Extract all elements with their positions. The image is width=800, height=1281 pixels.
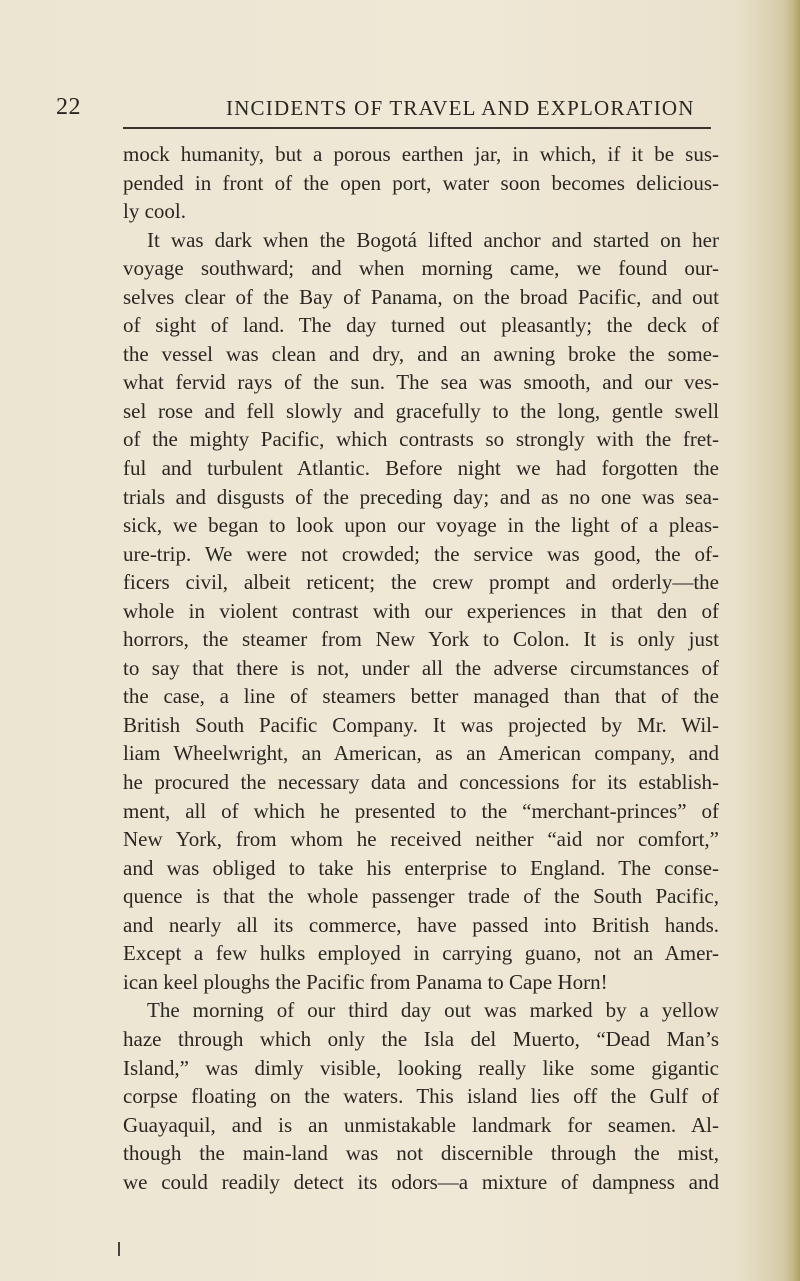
text-line: ficers civil, albeit reticent; the crew prompt and orderly—the bbox=[123, 570, 719, 595]
page-header bbox=[56, 94, 756, 124]
text-line: and nearly all its commerce, have passed into British hands. bbox=[123, 912, 719, 937]
text-line: haze through which only the Isla del Muerto, “Dead Man’s bbox=[123, 1026, 719, 1051]
text-line: and was obliged to take his enterprise to England. The conse- bbox=[123, 855, 719, 880]
text-line: though the main-land was not discernible through the mist, bbox=[123, 1141, 719, 1166]
header-rule bbox=[123, 127, 711, 129]
text-line: horrors, the steamer from New York to Colon. It is only just bbox=[123, 627, 719, 652]
text-line: mock humanity, but a porous earthen jar, in which, if it be sus- bbox=[123, 142, 719, 166]
text-line: quence is that the whole passenger trade of the South Pacific, bbox=[123, 884, 719, 909]
text-line: Island,” was dimly visible, looking really like some gigantic bbox=[123, 1055, 719, 1080]
text-line: what fervid rays of the sun. The sea was smooth, and our ves- bbox=[123, 370, 719, 395]
text-line: he procured the necessary data and concessions for its establish- bbox=[123, 770, 719, 795]
body-text bbox=[123, 140, 719, 1196]
text-line: ful and turbulent Atlantic. Before night we had forgotten the bbox=[123, 456, 719, 481]
text-line: sick, we began to look upon our voyage in the light of a pleas- bbox=[123, 513, 719, 538]
page-number: 22 bbox=[56, 94, 81, 120]
text-line: New York, from whom he received neither “aid nor comfort,” bbox=[123, 827, 719, 852]
text-line: pended in front of the open port, water soon becomes delicious- bbox=[123, 170, 719, 195]
text-line: whole in violent contrast with our experiences in that den of bbox=[123, 598, 719, 623]
text-line: of sight of land. The day turned out pleasantly; the deck of bbox=[123, 313, 719, 338]
text-line: ly cool. bbox=[123, 199, 186, 224]
text-line: trials and disgusts of the preceding day; and as no one was sea- bbox=[123, 484, 719, 509]
text-line: The morning of our third day out was marked by a yellow bbox=[147, 998, 719, 1023]
text-line: to say that there is not, under all the adverse circumstances of bbox=[123, 655, 719, 680]
text-line: selves clear of the Bay of Panama, on the broad Pacific, and out bbox=[123, 284, 719, 309]
text-line: liam Wheelwright, an American, as an American company, and bbox=[123, 741, 719, 766]
text-line: we could readily detect its odors—a mixture of dampness and bbox=[123, 1169, 719, 1194]
text-line: the case, a line of steamers better managed than that of the bbox=[123, 684, 719, 709]
text-line: corpse floating on the waters. This island lies off the Gulf of bbox=[123, 1084, 719, 1109]
margin-mark bbox=[118, 1242, 120, 1256]
text-line: voyage southward; and when morning came, we found our- bbox=[123, 256, 719, 281]
text-line: It was dark when the Bogotá lifted anchor and started on her bbox=[147, 227, 719, 252]
text-line: ment, all of which he presented to the “merchant-princes” of bbox=[123, 798, 719, 823]
text-line: ican keel ploughs the Pacific from Panama to Cape Horn! bbox=[123, 969, 608, 994]
page-edge-shadow bbox=[784, 0, 800, 1281]
text-line: ure-trip. We were not crowded; the service was good, the of- bbox=[123, 541, 719, 566]
running-title: INCIDENTS OF TRAVEL AND EXPLORATION bbox=[226, 96, 695, 120]
text-line: the vessel was clean and dry, and an awning broke the some- bbox=[123, 341, 719, 366]
text-line: Except a few hulks employed in carrying guano, not an Amer- bbox=[123, 941, 719, 966]
text-line: British South Pacific Company. It was projected by Mr. Wil- bbox=[123, 712, 719, 737]
text-line: of the mighty Pacific, which contrasts so strongly with the fret- bbox=[123, 427, 719, 452]
text-line: Guayaquil, and is an unmistakable landmark for seamen. Al- bbox=[123, 1112, 719, 1137]
text-line: sel rose and fell slowly and gracefully to the long, gentle swell bbox=[123, 398, 719, 423]
